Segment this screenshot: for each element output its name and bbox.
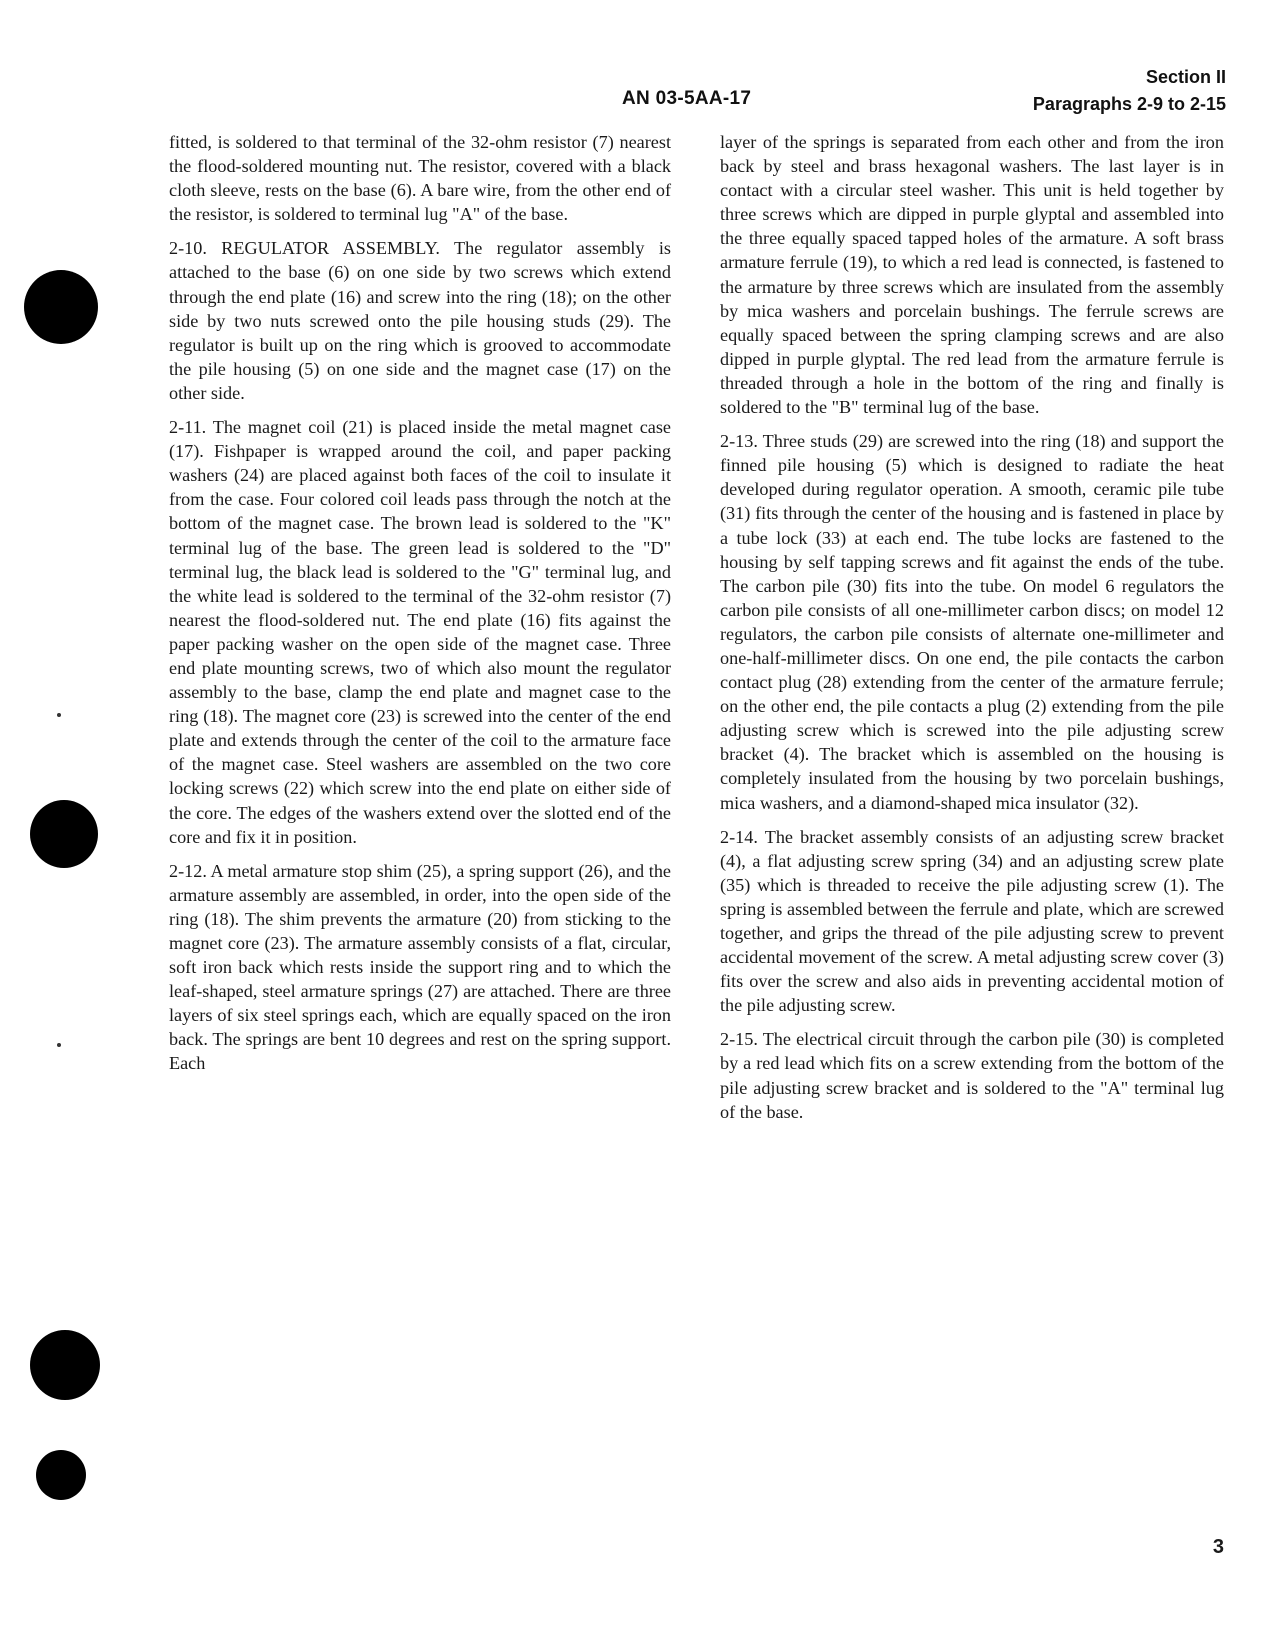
binder-hole xyxy=(30,1330,100,1400)
binder-hole xyxy=(24,270,98,344)
paragraph: fitted, is soldered to that terminal of the 32-ohm resistor (7) nearest the flood-soldered mounting nut. The resistor, covered with a black cloth sleeve, rests on the base (6). A bare wire, from the other end of the resistor, is soldered to terminal lug "A" of the base. xyxy=(169,132,671,225)
paragraph: 2-14. The bracket assembly consists of an adjusting screw bracket (4), a flat adjusting screw spring (34) and an adjusting screw plate (35) which is threaded to receive the pile adjusting screw (1). The spring is assembled between the ferrule and plate, which are screwed together, and grips the thread of the pile adjusting screw to prevent accidental movement of the screw. A metal adjusting screw cover (3) fits over the screw and also aids in preventing accidental motion of the pile adjusting screw. xyxy=(720,826,1224,1016)
page-number: 3 xyxy=(1212,1536,1224,1558)
scan-speck xyxy=(57,1043,61,1047)
paragraph: 2-13. Three studs (29) are screwed into the ring (18) and support the finned pile housing (5) which is designed to radiate the heat developed during regulator operation. A smooth, ceramic pile tube (31) fits through the center of the housing and is fastened in place by a tube lock (33) at each end. The tube locks are fastened to the housing by self tapping screws and fit against the ends of the tube. The carbon pile (30) fits into the tube. On model 6 regulators the carbon pile consists of all one-millimeter carbon discs; on model 12 regulators, the carbon pile consists of alternate one-millimeter and one-half-millimeter discs. On one end, the pile contacts the carbon contact plug (28) extending from the center of the armature ferrule; on the other end, the pile contacts a plug (2) extending from the pile adjusting screw which is screwed into the pile adjusting screw bracket (4). The bracket which is assembled on the housing is completely insulated from the housing by two porcelain bushings, mica washers, and a diamond-shaped mica insulator (32). xyxy=(720,431,1224,813)
binder-hole xyxy=(30,800,98,868)
scan-speck xyxy=(57,713,61,717)
right-column xyxy=(720,130,1224,1134)
paragraph: 2-12. A metal armature stop shim (25), a spring support (26), and the armature assembly are assembled, in order, into the open side of the ring (18). The shim prevents the armature (20) from sticking to the magnet core (23). The armature assembly consists of a flat, circular, soft iron back which rests inside the support ring and to which the leaf-shaped, steel armature springs (27) are attached. There are three layers of six steel springs each, which are equally spaced on the iron back. The springs are bent 10 degrees and rest on the spring support. Each xyxy=(169,860,671,1074)
paragraph: 2-10. REGULATOR ASSEMBLY. The regulator assembly is attached to the base (6) on one side by two screws which extend through the end plate (16) and screw into the ring (18); on the other side by two nuts screwed onto the pile housing studs (29). The regulator is built up on the ring which is grooved to accommodate the pile housing (5) on one side and the magnet case (17) on the other side. xyxy=(169,238,671,403)
document-id: AN 03-5AA-17 xyxy=(622,88,752,109)
paragraph: 2-15. The electrical circuit through the carbon pile (30) is completed by a red lead which fits on a screw extending from the bottom of the pile adjusting screw bracket and is soldered to the "A" terminal lug of the base. xyxy=(720,1029,1224,1122)
paragraph-range: Paragraphs 2-9 to 2-15 xyxy=(1032,94,1226,114)
section-label: Section II xyxy=(1145,67,1226,87)
left-column xyxy=(169,130,671,1086)
section-header xyxy=(1033,64,1226,118)
binder-hole xyxy=(36,1450,86,1500)
paragraph: 2-11. The magnet coil (21) is placed inside the metal magnet case (17). Fishpaper is wrapped around the coil, and paper packing washers (24) are placed against both faces of the coil to insulate it from the case. Four colored coil leads pass through the notch at the bottom of the magnet case. The brown lead is soldered to the "K" terminal lug of the base. The green lead is soldered to the "D" terminal lug, the black lead is soldered to the "G" terminal lug, and the white lead is soldered to the terminal of the 32-ohm resistor (7) nearest the flood-soldered nut. The end plate (16) fits against the paper packing washer on the open side of the magnet case. Three end plate mounting screws, two of which also mount the regulator assembly to the base, clamp the end plate and magnet case to the ring (18). The magnet core (23) is screwed into the center of the end plate and extends through the center of the coil to the armature face of the magnet case. Steel washers are assembled on the two core locking screws (22) which screw into the end plate on either side of the core. The edges of the washers extend over the slotted end of the core and fix it in position. xyxy=(169,417,671,847)
paragraph: layer of the springs is separated from each other and from the iron back by steel and brass hexagonal washers. The last layer is in contact with a circular steel washer. This unit is held together by three screws which are dipped in purple glyptal and assembled into the three equally spaced tapped holes of the armature. A soft brass armature ferrule (19), to which a red lead is connected, is fastened to the armature by three screws which are insulated from the assembly by mica washers and porcelain bushings. The ferrule screws are equally spaced between the spring clamping screws and are also dipped in purple glyptal. The red lead from the armature ferrule is threaded through a hole in the bottom of the ring and finally is soldered to the "B" terminal lug of the base. xyxy=(720,132,1224,418)
